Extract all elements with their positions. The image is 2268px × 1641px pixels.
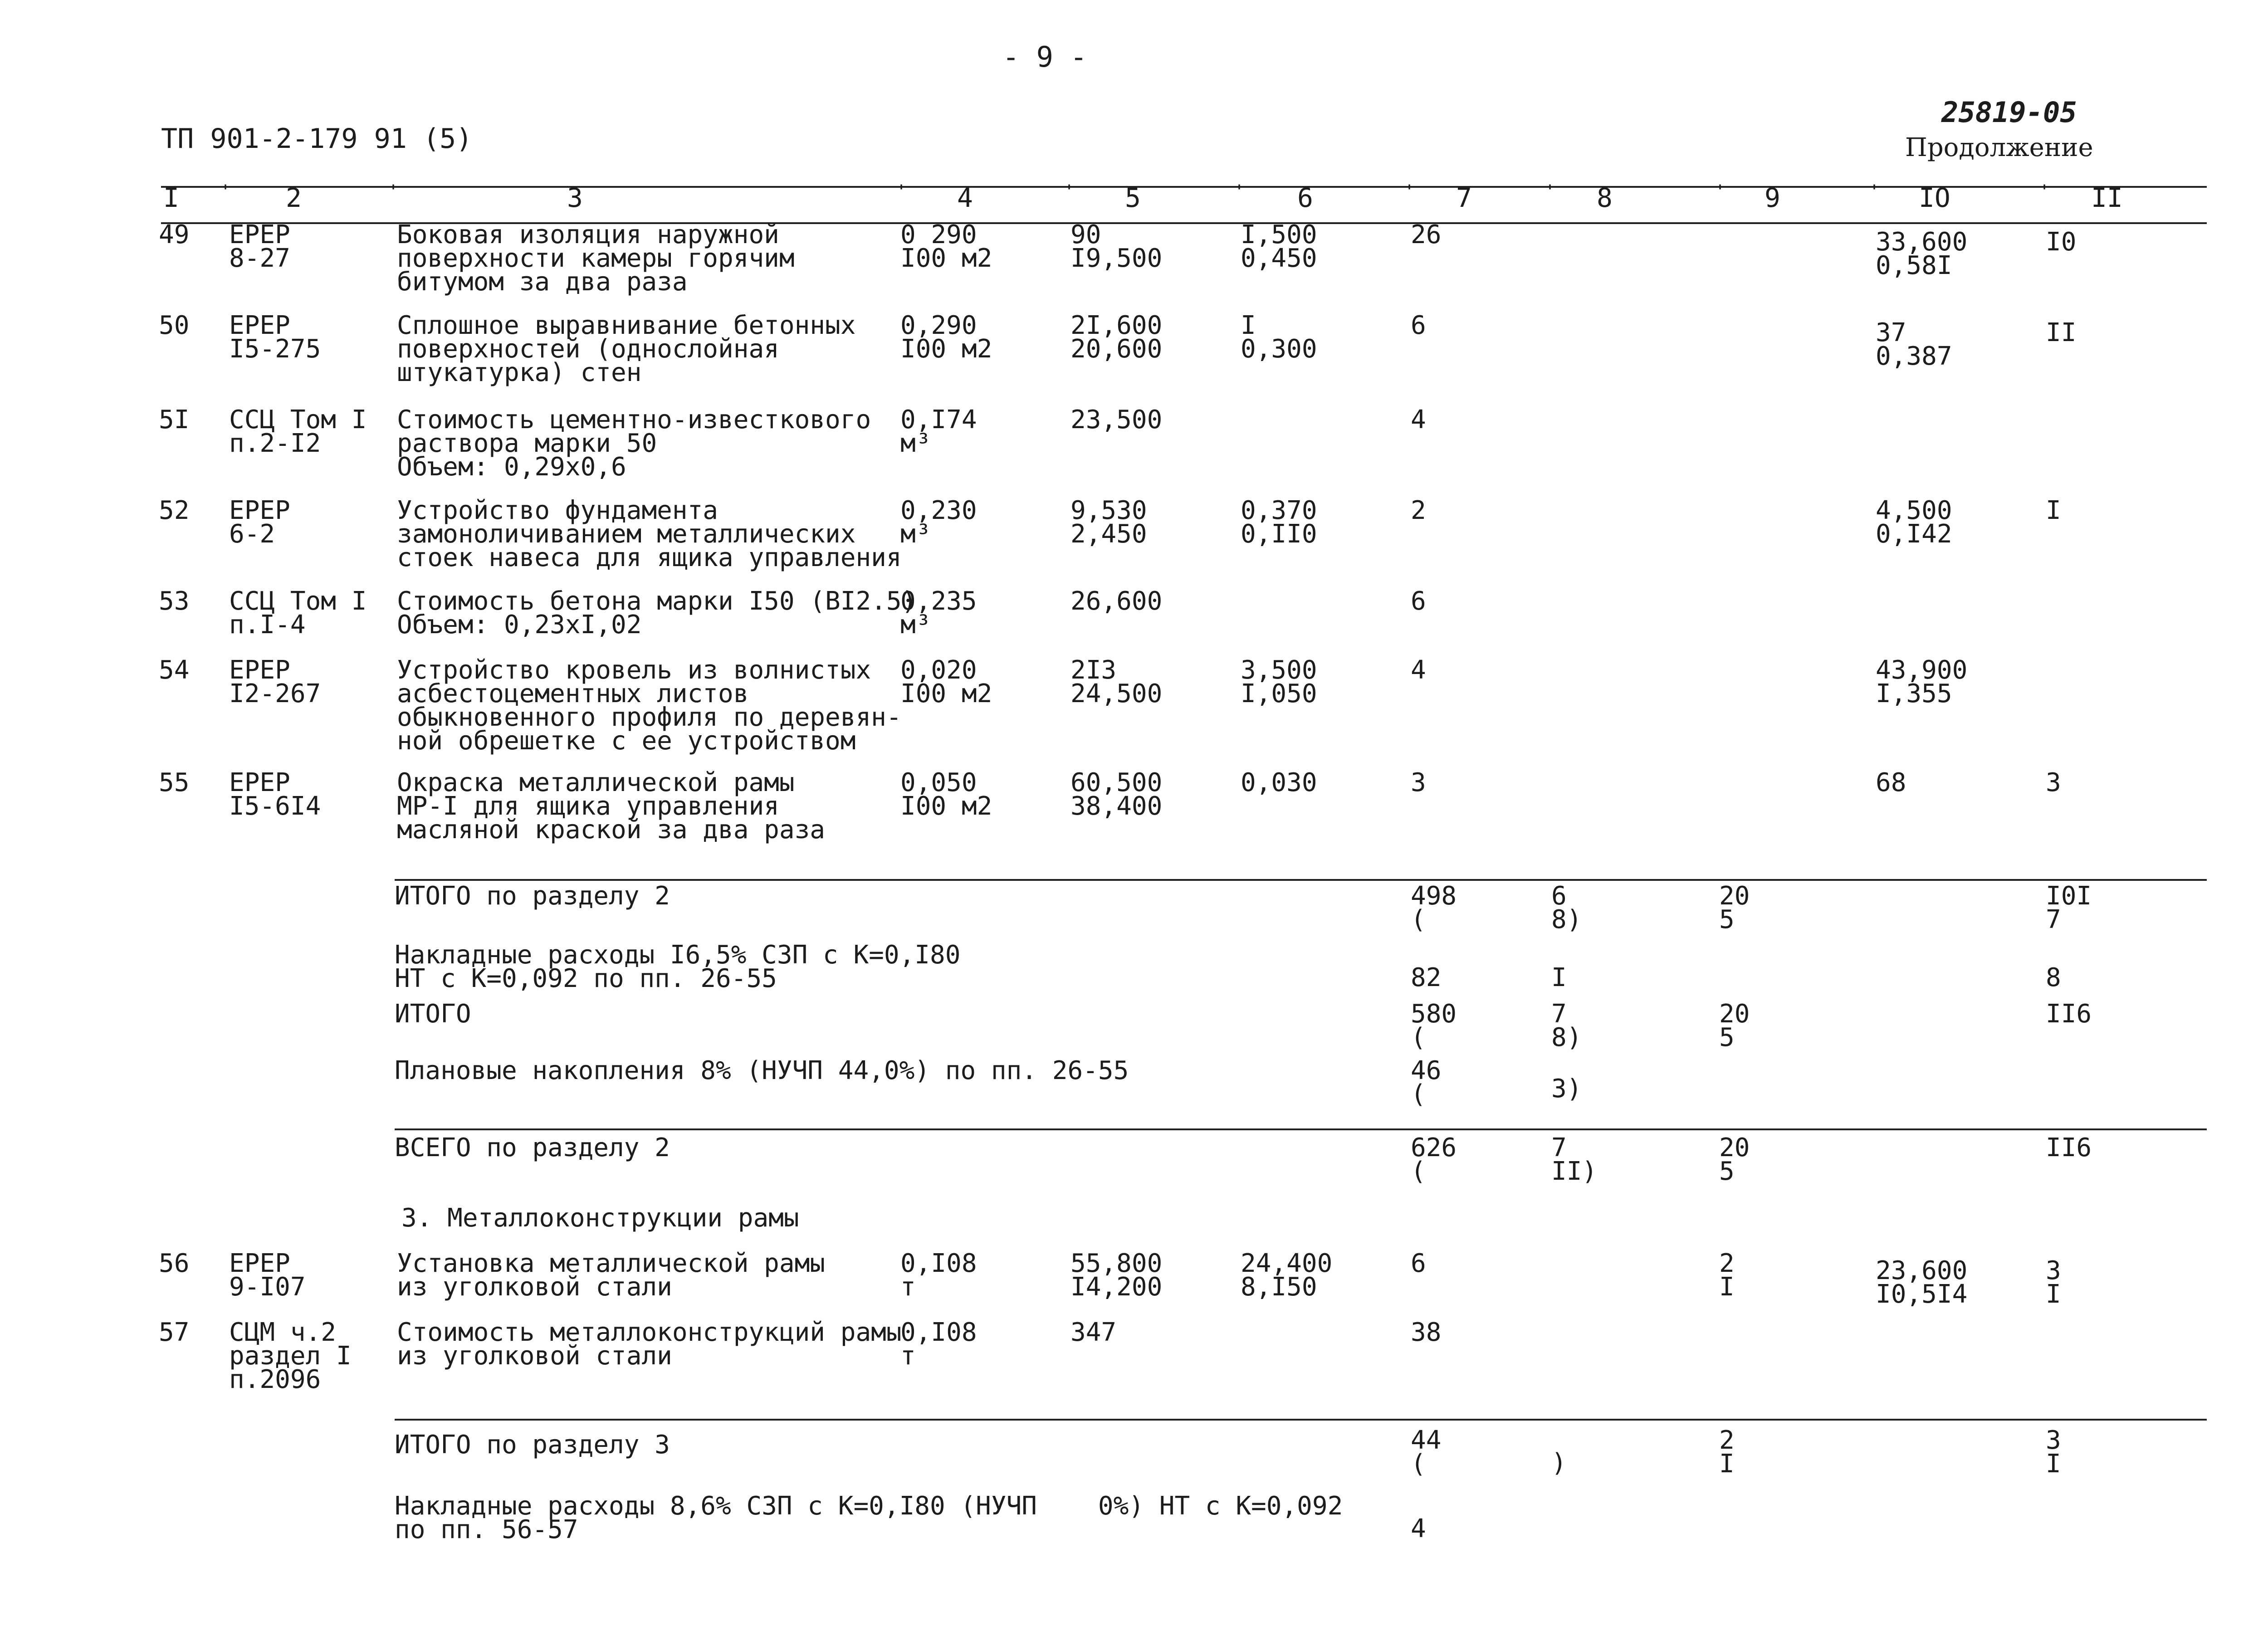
work-description: Стоимость бетона марки I50 (BI2.5) Объем: 0,23хI,02 (397, 586, 917, 640)
itogo-section-2-col11: I0I 7 (2046, 881, 2092, 934)
continuation-label: Продолжение (1905, 133, 2093, 162)
work-description: Установка металлической рамы из уголковой стали (397, 1249, 826, 1302)
col4-quantity: 0,I74 м³ (900, 405, 977, 458)
col11-value: II (2046, 318, 2077, 347)
col4-quantity: 0,230 м³ (900, 496, 977, 549)
col11-value: I (2046, 496, 2061, 525)
col7-value: 4 (1411, 655, 1426, 685)
work-description: Стоимость металлоконструкций рамы из уголковой стали (397, 1318, 902, 1371)
col5-value: 90 I9,500 (1070, 220, 1163, 273)
itogo-section-2-col8: 6 8) (1551, 881, 1582, 934)
document-code: ТП 901-2-179 91 (5) (161, 123, 473, 155)
col7-value: 6 (1411, 311, 1426, 340)
row-number: 55 (159, 768, 190, 797)
vsego-section-2-label: ВСЕГО по разделу 2 (395, 1133, 670, 1162)
col5-value: 55,800 I4,200 (1070, 1249, 1163, 1302)
section-3-title: 3. Металлоконструкции рамы (401, 1203, 799, 1233)
col-header-10: IO (1919, 182, 1950, 213)
itogo-section-2-label: ИТОГО по разделу 2 (395, 881, 670, 911)
vsego-section-2-col11: II6 (2046, 1133, 2092, 1162)
overhead-section-2-label: Накладные расходы I6,5% СЗП с К=0,I80 НТ с К=0,092 по пп. 26-55 (395, 940, 961, 993)
col7-value: 6 (1411, 586, 1426, 616)
work-description: Устройство фундамента замоноличиванием металлических стоек навеса для ящика управления (397, 496, 902, 572)
price-code: ЕРЕР I5-6I4 (229, 768, 321, 821)
col-header-6: 6 (1297, 182, 1313, 213)
col4-quantity: 0,235 м³ (900, 586, 977, 640)
col-header-7: 7 (1456, 182, 1472, 213)
price-code: ЕРЕР 6-2 (229, 496, 290, 549)
vsego-section-2-col9: 20 5 (1719, 1133, 1750, 1186)
vsego-section-2-col7: 626 ( (1411, 1133, 1457, 1186)
row-number: 5I (159, 405, 190, 435)
itogo-section-2-col7: 498 ( (1411, 881, 1457, 934)
col4-quantity: 0,050 I00 м2 (900, 768, 992, 821)
col-separator: ' (1404, 181, 1415, 202)
col10-value: 4,500 0,I42 (1876, 496, 1952, 549)
price-code: СЦМ ч.2 раздел I п.2096 (229, 1318, 352, 1394)
col6-value: 3,500 I,050 (1241, 655, 1317, 708)
col4-quantity: 0,I08 т (900, 1249, 977, 1302)
itogo-total-col11: II6 (2046, 999, 2092, 1029)
row-number: 52 (159, 496, 190, 525)
price-code: ЕРЕР 9-I07 (229, 1249, 306, 1302)
header-top-rule (161, 186, 2207, 188)
vsego-section-2-col8: 7 II) (1551, 1133, 1598, 1186)
col10-value: 43,900 I,355 (1876, 655, 1968, 708)
col10-value: 68 (1876, 768, 1906, 797)
row-number: 50 (159, 311, 190, 340)
page-number: - 9 - (1002, 40, 1087, 73)
col-separator: ' (220, 181, 231, 202)
row-number: 49 (159, 220, 190, 249)
col-separator: ' (1715, 181, 1726, 202)
price-code: ЕРЕР I5-275 (229, 311, 321, 364)
work-description: Сплошное выравнивание бетонных поверхностей (однослойная штукатурка) стен (397, 311, 856, 387)
col-separator: ' (1545, 181, 1556, 202)
overhead-section-3-col7: 4 (1411, 1514, 1426, 1543)
col-header-9: 9 (1765, 182, 1780, 213)
col-header-2: 2 (286, 182, 302, 213)
col7-value: 6 (1411, 1249, 1426, 1278)
price-code: ССЦ Том I п.I-4 (229, 586, 367, 640)
col7-value: 3 (1411, 768, 1426, 797)
col10-value: 23,600 I0,5I4 (1876, 1256, 1968, 1309)
col-header-3: 3 (567, 182, 583, 213)
col7-value: 26 (1411, 220, 1442, 249)
overhead-section-2-col8: I (1551, 963, 1567, 992)
col-separator: ' (896, 181, 907, 202)
work-description: Устройство кровель из волнистых асбестоцементных листов обыкновенного профиля по деревян- ной обрешетке с ее устройством (397, 655, 902, 756)
price-code: ССЦ Том I п.2-I2 (229, 405, 367, 458)
col4-quantity: 0,290 I00 м2 (900, 311, 992, 364)
col-header-1: I (163, 182, 179, 213)
col11-value: I0 (2046, 227, 2077, 257)
planned-savings-label: Плановые накопления 8% (НУЧП 44,0%) по пп. 26-55 (395, 1056, 1129, 1085)
overhead-section-3-label: Накладные расходы 8,6% СЗП с К=0,I80 (НУЧП 0%) НТ с К=0,092 по пп. 56-57 (395, 1491, 1343, 1544)
col7-value: 4 (1411, 405, 1426, 435)
col5-value: 23,500 (1070, 405, 1163, 435)
col6-value: 0,370 0,II0 (1241, 496, 1317, 549)
col11-value: 3 I (2046, 1256, 2061, 1309)
work-description: Стоимость цементно-известкового раствора марки 50 Объем: 0,29х0,6 (397, 405, 871, 482)
price-code: ЕРЕР 8-27 (229, 220, 290, 273)
col6-value: 24,400 8,I50 (1241, 1249, 1333, 1302)
itogo-section-3-col9: 2 I (1719, 1426, 1735, 1479)
col-header-5: 5 (1125, 182, 1141, 213)
itogo-total-col8: 7 8) (1551, 999, 1582, 1052)
itogo-section-2-col9: 20 5 (1719, 881, 1750, 934)
work-description: Боковая изоляция наружной поверхности камеры горячим битумом за два раза (397, 220, 795, 297)
col5-value: 2I3 24,500 (1070, 655, 1163, 708)
row-number: 56 (159, 1249, 190, 1278)
col-separator: ' (1234, 181, 1245, 202)
itogo-total-label: ИТОГО (395, 999, 471, 1029)
itogo-section-3-col8: ) (1551, 1448, 1567, 1478)
col5-value: 26,600 (1070, 586, 1163, 616)
col-separator: ' (388, 181, 399, 202)
col5-value: 2I,600 20,600 (1070, 311, 1163, 364)
col10-value: 37 0,387 (1876, 318, 1952, 371)
row-number: 54 (159, 655, 190, 685)
col7-value: 2 (1411, 496, 1426, 525)
col-separator: ' (1064, 181, 1075, 202)
col5-value: 347 (1070, 1318, 1117, 1347)
itogo-total-col9: 20 5 (1719, 999, 1750, 1052)
col7-value: 38 (1411, 1318, 1442, 1347)
col4-quantity: 0,020 I00 м2 (900, 655, 992, 708)
itogo-total-col7: 580 ( (1411, 999, 1457, 1052)
itogo-section-3-col7: 44 ( (1411, 1426, 1442, 1479)
overhead-section-2-col11: 8 (2046, 963, 2061, 992)
col-separator: ' (2039, 181, 2050, 202)
col11-value: 3 (2046, 768, 2061, 797)
col-header-8: 8 (1597, 182, 1613, 213)
planned-savings-col7: 46 ( (1411, 1056, 1442, 1109)
col4-quantity: 0,I08 т (900, 1318, 977, 1371)
itogo-section-3-label: ИТОГО по разделу 3 (395, 1430, 670, 1460)
col5-value: 60,500 38,400 (1070, 768, 1163, 821)
row-number: 57 (159, 1318, 190, 1347)
work-description: Окраска металлической рамы МР-I для ящика управления масляной краской за два раза (397, 768, 826, 845)
col10-value: 33,600 0,58I (1876, 227, 1968, 280)
col9-value: 2 I (1719, 1249, 1735, 1302)
col-separator: ' (1869, 181, 1880, 202)
overhead-section-2-col7: 82 (1411, 963, 1442, 992)
col5-value: 9,530 2,450 (1070, 496, 1147, 549)
summary-rule-section-3 (395, 1419, 2207, 1421)
col-header-4: 4 (957, 182, 973, 213)
col6-value: 0,030 (1241, 768, 1317, 797)
col-header-11: II (2091, 182, 2123, 213)
col6-value: I,500 0,450 (1241, 220, 1317, 273)
itogo-section-3-col11: 3 I (2046, 1426, 2061, 1479)
col6-value: I 0,300 (1241, 311, 1317, 364)
vsego-rule (395, 1128, 2207, 1130)
col4-quantity: 0 290 I00 м2 (900, 220, 992, 273)
row-number: 53 (159, 586, 190, 616)
price-code: ЕРЕР I2-267 (229, 655, 321, 708)
planned-savings-col8: 3) (1551, 1074, 1582, 1104)
summary-rule (395, 879, 2207, 881)
stamp-number: 25819-05 (1941, 96, 2077, 129)
